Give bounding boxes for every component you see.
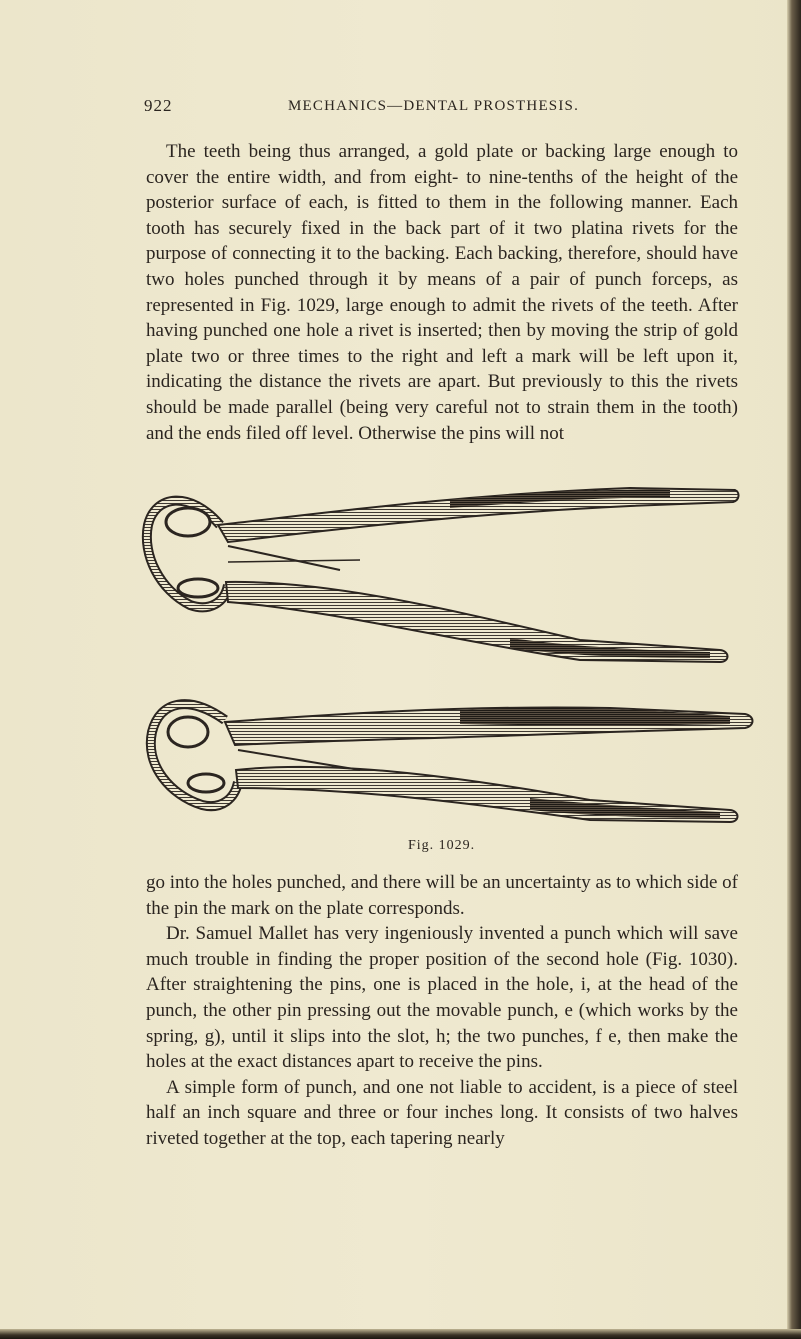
running-head: MECHANICS—DENTAL PROSTHESIS. [288, 98, 580, 114]
figure-caption [408, 838, 475, 854]
paragraph: Dr. Samuel Mallet has very ingeniously invented a punch which will save much trouble in finding the proper position of the second hole (Fig. 1030). After straightening the pins, one is placed in the hole, i, at the head of the punch, the other pin pressing out the movable punch, e (which works by the spring, g), until it slips into the slot, h; the two punches, f e, then make the holes at the exact distances apart to receive the pins. [146, 923, 738, 1073]
paragraph: The teeth being thus arranged, a gold plate or backing large enough to cover the entire width, and from eight- to nine-tenths of the height of the posterior surface of each, is fitted to them in the following manner. Each tooth has securely fixed in the back part of it two platina rivets for the purpose of connecting it to the backing. Each backing, therefore, should have two holes punched through it by means of a pair of punch forceps, as represented in Fig. 1029, large enough to admit the rivets of the teeth. After having punched one hole a rivet is inserted; then by moving the strip of gold plate two or three times to the right and left a mark will be left upon it, indicating the distance the rivets are apart. But previously to this the rivets should be made parallel (being very careful not to strain them in the tooth) and the ends filed off level. Otherwise the pins will not [146, 141, 738, 444]
forceps-lower [151, 704, 753, 822]
page-edge-shadow [787, 0, 801, 1339]
page-header [144, 96, 744, 120]
forceps-upper [147, 488, 739, 662]
paragraph: A simple form of punch, and one not liable to accident, is a piece of steel half an inch square and three or four inches long. It consists of two halves riveted together at the top, each tapering nearly [146, 1076, 738, 1149]
page-bottom-shadow [0, 1329, 801, 1339]
page-number: 922 [144, 96, 173, 115]
punch-forceps-illustration [130, 470, 770, 835]
figure-caption-text: Fig. 1029. [408, 838, 476, 853]
text-block-bottom [146, 870, 738, 1152]
paragraph: go into the holes punched, and there will be an uncertainty as to which side of the pin the mark on the plate corresponds. [146, 872, 739, 919]
text-block-top [146, 139, 738, 446]
